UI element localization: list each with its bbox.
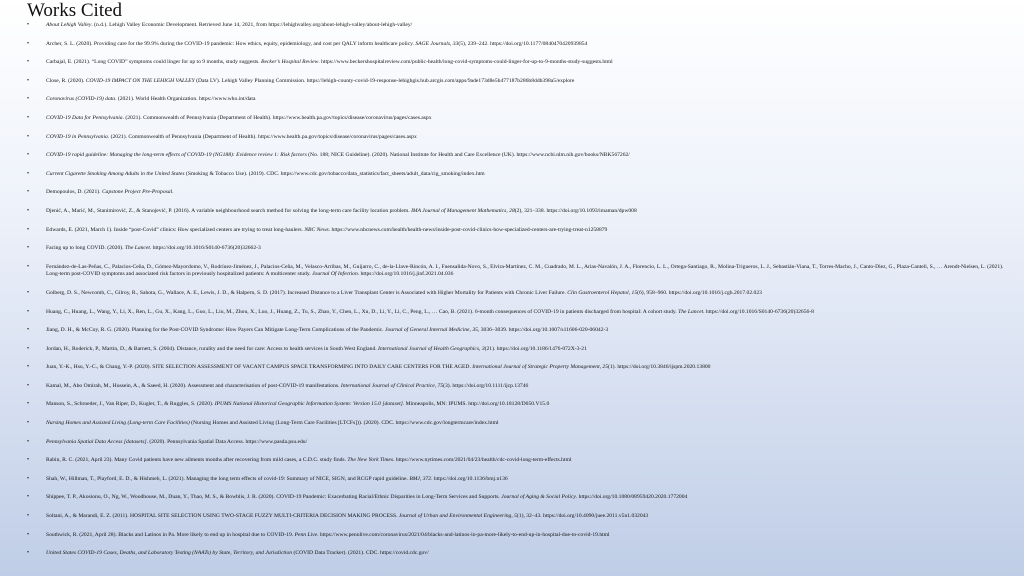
- reference-text: . https://www.beckershospitalreview.com/public-health/long-covid-symptoms-could-linger-for-up-to-9-months-study-suggests.html: [318, 59, 613, 66]
- reference-text: Rabin, R. C. (2021, April 23). Many Covid patients have new ailments months after recovering from mild cases, a C.D.C. study finds.: [46, 457, 348, 464]
- reference-text: Facing up to long COVID. (2020).: [46, 245, 125, 252]
- reference-italic-text: 5: [514, 513, 517, 520]
- reference-text: Archer, S. L. (2020). Providing care for the 99.9% during the COVID-19 pandemic: How ethics, equity, epidemiology, and cost per QALY inform healthcare policy.: [46, 40, 416, 47]
- reference-text: Shippee, T. P., Akosionu, O., Ng, W., Woodhouse, M., Duan, Y., Thao, M. S., & Bowblis, J. R. (2020). COVID-19 Pandemic: Exacerbating Racial/Ethnic Disparities in Long-Term Services and Supports.: [46, 494, 502, 501]
- reference-text: Edwards, E. (2021, March 1). Inside “post-Covid” clinics: How specialized centers are trying to treat long-haulers.: [46, 226, 305, 233]
- reference-italic-text: 3: [481, 345, 485, 352]
- reference-item: [27, 550, 1010, 558]
- reference-text: Shah, W., Hillman, T., Playford, E. D., & Hishmeh, L. (2021). Managing the long term effects of covid-19: Summary of NICE, SIGN, and RCGP rapid guideline.: [46, 475, 410, 482]
- reference-text: . https://doi.org/10.1080/08959420.2020.1772004: [575, 494, 688, 501]
- reference-text: ,: [434, 382, 438, 389]
- reference-item: [27, 208, 1010, 216]
- reference-italic-text: 15: [631, 289, 638, 296]
- reference-text: Huang, C., Huang, L., Wang, Y., Li, X., Ren, L., Gu, X., Kang, L., Guo, L., Liu, M., Zhou, X., Luo, J., Huang, Z., Tu, S., Zhao, Y., Chen, L., Xu, D., Li, Y., Li, C., Peng, L., … Cao, B. (2021). 6-month consequences of COVID-19 in patients discharged from hospital: A cohort study.: [46, 308, 679, 315]
- reference-italic-text: United States COVID-19 Cases, Deaths, and Laboratory Testing (NAATs) by State, Territory, and Jurisdiction: [46, 550, 293, 557]
- reference-italic-text: Becker’s Hospital Review: [261, 59, 319, 66]
- reference-text: (3). https://doi.org/10.1111/ijcp.13746: [443, 382, 529, 389]
- reference-text: .: [172, 189, 174, 196]
- reference-text: . (2021). Commonwealth of Pennsylvania (Department of Health). https://www.health.pa.gov/topics/disease/coronavirus/pages/cases.aspx: [107, 133, 417, 140]
- reference-text: (1), 32–43. https://doi.org/10.4090/juee.2011.v5n1.032043: [516, 513, 649, 520]
- reference-item: [27, 96, 1010, 104]
- reference-italic-text: International Journal of Strategic Property Management: [472, 364, 600, 371]
- reference-item: [27, 364, 1010, 372]
- reference-item: [27, 245, 1010, 253]
- reference-text: . https://doi.org/10.1136/bmj.n136: [431, 475, 508, 482]
- reference-item: [27, 439, 1010, 447]
- reference-item: [27, 457, 1010, 465]
- reference-italic-text: Capstone Project Pre-Proposal: [101, 189, 173, 196]
- reference-item: [27, 346, 1010, 354]
- reference-text: ,: [511, 513, 515, 520]
- reference-italic-text: 75: [437, 382, 444, 389]
- reference-item: [27, 59, 1010, 67]
- reference-item: [27, 41, 1010, 49]
- reference-item: [27, 513, 1010, 521]
- reference-italic-text: IPUMS National Historical Geographic Information System: Version 15.0 [dataset]: [214, 401, 403, 408]
- reference-text: . https://www.pennlive.com/coronavirus/2021/04/blacks-and-latinos-in-pa-more-likely-to-end-up-in-hospital-due-to-covid-19.html: [317, 531, 610, 538]
- reference-italic-text: Nursing Homes and Assisted Living (Long-term Care Facilities): [46, 420, 190, 427]
- reference-italic-text: Journal of Aging & Social Policy: [501, 494, 576, 501]
- reference-italic-text: 25: [602, 364, 609, 371]
- reference-text: (Smoking & Tobacco Use). (2019). CDC. https://www.cdc.gov/tobacco/data_statistics/fact_sheets/adult_data/cig_smoking/index.htm: [184, 170, 485, 177]
- reference-text: Kamal, M., Abo Omirah, M., Hussein, A., & Saeed, H. (2020). Assessment and characterisation of post-COVID-19 manifestations.: [46, 382, 341, 389]
- reference-text: Juan, Y.-K., Hsu, Y.-C., & Chang, Y.-P. (2020). SITE SELECTION ASSESSMENT OF VACANT CAMPUS SPACE TRANSFORMING INTO DAILY CARE CENTERS FOR THE AGED.: [46, 364, 473, 371]
- reference-item: [27, 476, 1010, 484]
- reference-text: (COVID Data Tracker). (2021). CDC. https://covid.cdc.gov/: [292, 550, 429, 557]
- reference-text: Jiang, D. H., & McCoy, R. G. (2020). Planning for the Post-COVID Syndrome: How Payers Can Mitigate Long-Term Complications of the Pandemic.: [46, 327, 386, 334]
- reference-text: . https://doi.org/10.1016/S0140-6736(20)32656-8: [703, 308, 814, 315]
- reference-text: Carbajal, E. (2021). “Long COVID” symptoms could linger for up to 9 months, study suggests.: [46, 59, 262, 66]
- reference-italic-text: Coronavirus (COVID-19) data: [46, 96, 116, 103]
- page-title: Works Cited: [27, 0, 123, 21]
- reference-text: (5), 239–242. https://doi.org/10.1177/0840470420939854: [458, 40, 588, 47]
- reference-item: [27, 532, 1010, 540]
- reference-text: Demopoulos, D. (2021).: [46, 189, 102, 196]
- reference-text: ,: [628, 289, 632, 296]
- reference-italic-text: The Lancet: [678, 308, 704, 315]
- reference-text: . (2021). Commonwealth of Pennsylvania (Department of Health). https://www.health.pa.gov/topics/disease/coronavirus/pages/cases.aspx: [122, 114, 432, 121]
- reference-text: . (n.d.). Lehigh Valley Economic Development. Retrieved June 14, 2021, from https://lehighvalley.org/about-lehigh-valley/about-lehigh-valley/: [91, 22, 413, 28]
- reference-text: Manson, S., Schroeder, J., Van Riper, D., Kugler, T., & Ruggles, S. (2020).: [46, 401, 215, 408]
- reference-text: (1). https://doi.org/10.3846/ijspm.2020.13800: [608, 364, 711, 371]
- reference-text: . https://doi.org/10.1016/S0140-6736(20)32662-3: [149, 245, 261, 252]
- reference-italic-text: BMJ: [409, 475, 420, 482]
- reference-italic-text: 35: [472, 327, 478, 334]
- reference-item: [27, 134, 1010, 142]
- reference-italic-text: NBC News: [304, 226, 329, 233]
- reference-text: . Minneapolis, MN: IPUMS. http://doi.org/10.18128/D050.V15.0: [402, 401, 550, 408]
- reference-text: (21). https://doi.org/10.1186/1476-072X-3-21: [484, 345, 587, 352]
- reference-item: [27, 189, 1010, 197]
- reference-text: Jordan, H., Roderick, P., Martin, D., & Barnett, S. (2004). Distance, rurality and the need for care: Access to health services in South West England.: [46, 345, 379, 352]
- reference-list: [27, 22, 1010, 558]
- reference-italic-text: 372: [422, 475, 432, 482]
- reference-item: [27, 494, 1010, 502]
- reference-italic-text: IMA Journal of Management Mathematics: [411, 207, 507, 214]
- reference-text: Fernández-de-Las-Peñas, C., Palacios-Ceña, D., Gómez-Mayordomo, V., Rodríuez-Jiménez, J., Palacios-Ceña, M., Velasco-Arribas, M., Guijarro, C., de-la-Llave-Rincón, A. I., Fuensalida-Novo, S., Elvira-Martínez, C. M., Cuadrado, M. L., Arias-Navalón, J. A., Florencio, L. L., Ortega-Santiago, R., Molina-Trigueros, L. J., Sebastián-Viana, T., Torres-Macho, J., Canto-Diez, G., Plaza-Canteli, S., … Arendt-Nielsen, L. (2021). Long-term post-COVID symptoms and associated risk factors in previously hospitalized patients: A multicenter study.: [46, 263, 1004, 278]
- reference-italic-text: International Journal of Health Geographics: [378, 345, 480, 352]
- reference-italic-text: The Lancet: [124, 245, 150, 252]
- reference-text: (6), 958–960. https://doi.org/10.1016/j.cgh.2017.02.023: [637, 289, 762, 296]
- reference-text: ,: [599, 364, 603, 371]
- reference-text: ,: [419, 475, 423, 482]
- reference-italic-text: Journal Of Infection: [312, 271, 358, 278]
- reference-text: ,: [479, 345, 482, 352]
- reference-italic-text: Penn Live: [294, 531, 318, 538]
- reference-text: , 3036–3039. https://doi.org/10.1007/s11606-020-06042-3: [477, 327, 609, 334]
- reference-italic-text: COVID-19 Data for Pennsylvania: [46, 114, 123, 121]
- reference-item: [27, 152, 1010, 160]
- reference-italic-text: 33: [452, 40, 459, 47]
- reference-text: . https://www.nbcnews.com/health/health-news/inside-post-covid-clinics-how-specialized-centers-are-trying-treat-n1258879: [328, 226, 608, 233]
- reference-text: (Data LV). Lehigh Valley Planning Commission. https://lehigh-county-covid-19-response-lehighgis.hub.arcgis.com/apps/9ade173d8e5b477187b286b8ddb398a5/explore: [194, 77, 575, 84]
- reference-italic-text: Journal of General Internal Medicine: [385, 327, 470, 334]
- reference-item: [27, 290, 1010, 298]
- reference-italic-text: Current Cigarette Smoking Among Adults in the United States: [46, 170, 185, 177]
- reference-italic-text: COVID-19 IMPACT ON THE LEHIGH VALLEY: [85, 77, 195, 84]
- reference-text: (Nursing Homes and Assisted Living (Long-Term Care Facilities [LTCFs])). (2020). CDC. https://www.cdc.gov/longtermcare/index.html: [189, 420, 499, 427]
- reference-item: [27, 383, 1010, 391]
- reference-italic-text: 28: [509, 207, 515, 214]
- reference-item: [27, 309, 1010, 317]
- reference-italic-text: SAGE Journals: [415, 40, 450, 47]
- reference-text: Soltani, A., & Marandi, E. Z. (2011). HOSPITAL SITE SELECTION USING TWO-STAGE FUZZY MULTI-CRITERIA DECISION MAKING PROCESS.: [46, 513, 399, 520]
- reference-item: [27, 115, 1010, 123]
- reference-item: [27, 78, 1010, 86]
- reference-item: [27, 420, 1010, 428]
- reference-italic-text: Journal of Urban and Environmental Engineering: [398, 513, 512, 520]
- reference-italic-text: About Lehigh Valley: [46, 22, 92, 28]
- reference-text: . https://www.nytimes.com/2021/04/23/health/cdc-covid-long-term-effects.html: [393, 457, 572, 464]
- reference-item: [27, 327, 1010, 335]
- reference-item: [27, 401, 1010, 409]
- reference-item: [27, 264, 1010, 279]
- reference-item: [27, 171, 1010, 179]
- reference-italic-text: Clin Gastroenterol Hepatol: [567, 289, 629, 296]
- reference-text: Southwick, R. (2021, April 28). Blacks and Latinos in Pa. More likely to end up in hospital due to COVID-19.: [46, 531, 295, 538]
- reference-italic-text: The New York Times: [347, 457, 394, 464]
- reference-text: ,: [469, 327, 473, 334]
- reference-italic-text: Pennsylvania Spatial Data Access [datasets]: [46, 438, 147, 445]
- reference-text: (No. 188; NICE Guideline). (2020). National Institute for Health and Care Excellence (UK). https://www.ncbi.nlm.nih.gov/books/NBK567262/: [306, 152, 630, 159]
- reference-italic-text: COVID-19 rapid guideline: Managing the long-term effects of COVID-19 (NG188): Evidence review 1: Risk factors: [46, 152, 307, 159]
- reference-text: ,: [450, 40, 453, 47]
- reference-item: [27, 22, 1010, 30]
- reference-text: ,: [506, 207, 510, 214]
- reference-text: (2), 321–338. https://doi.org/10.1093/imaman/dpw008: [514, 207, 637, 214]
- reference-text: . https://doi.org/10.1016/j.jinf.2021.04.036: [357, 271, 454, 278]
- reference-italic-text: International Journal of Clinical Practice: [340, 382, 435, 389]
- reference-text: Djenić, A., Marić, M., Stanimirović, Z., & Stanojević, P. (2016). A variable neighbourhood search method for solving the long-term care facility location problem.: [46, 207, 412, 214]
- reference-text: Close, R. (2020).: [46, 77, 86, 84]
- reference-text: . (2020). Pennsylvania Spatial Data Access. https://www.pasda.psu.edu/: [146, 438, 308, 445]
- reference-item: [27, 227, 1010, 235]
- reference-text: Golberg, D. S., Newcomb, C., Gilroy, R., Sahota, G., Wallace, A. E., Lewis, J. D., & Halpern, S. D. (2017). Increased Distance to a Liver Transplant Center is Associated with Higher Mortality for Patients with Chronic Liver Failure.: [46, 289, 568, 296]
- reference-text: . (2021). World Health Organization. https://www.who.int/data: [115, 96, 256, 103]
- reference-italic-text: COVID-19 in Pennsylvania: [46, 133, 108, 140]
